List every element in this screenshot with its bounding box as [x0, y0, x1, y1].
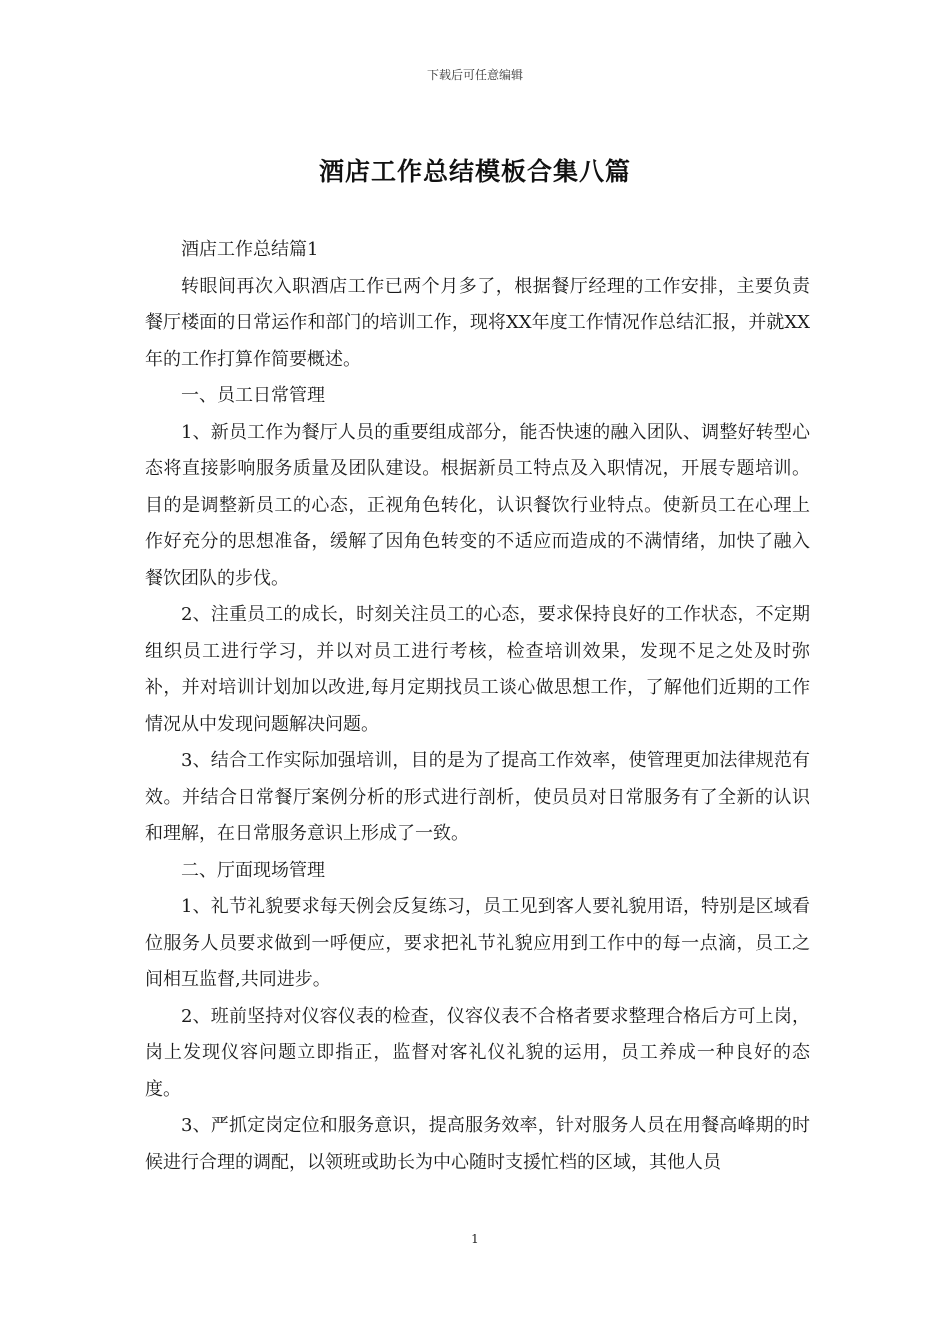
paragraph: 1、新员工作为餐厅人员的重要组成部分，能否快速的融入团队、调整好转型心态将直接影响服务质量及团队建设。根据新员工特点及入职情况，开展专题培训。目的是调整新员工的心态，正视角色转化，认识餐饮行业特点。使新员工在心理上作好充分的思想准备，缓解了因角色转变的不适应而造成的不满情绪，加快了融入餐饮团队的步伐。	[145, 421, 810, 589]
document-body	[145, 232, 810, 1181]
page-number: 1	[471, 1232, 479, 1246]
header-note: 下载后可任意编辑	[426, 68, 523, 82]
paragraph: 3、严抓定岗定位和服务意识，提高服务效率，针对服务人员在用餐高峰期的时候进行合理的调配，以领班或助长为中心随时支援忙档的区域，其他人员	[145, 1115, 810, 1173]
paragraph: 3、结合工作实际加强培训，目的是为了提高工作效率，使管理更加法律规范有效。并结合日常餐厅案例分析的形式进行剖析，使员员对日常服务有了全新的认识和理解，在日常服务意识上形成了一致。	[145, 750, 810, 844]
paragraph: 1、礼节礼貌要求每天例会反复练习，员工见到客人要礼貌用语，特别是区域看位服务人员要求做到一呼便应，要求把礼节礼貌应用到工作中的每一点滴，员工之间相互监督,共同进步。	[145, 896, 810, 990]
paragraph: 2、注重员工的成长，时刻关注员工的心态，要求保持良好的工作状态，不定期组织员工进行学习，并以对员工进行考核，检查培训效果，发现不足之处及时弥补，并对培训计划加以改进,每月定期找员工谈心做思想工作，了解他们近期的工作情况从中发现问题解决问题。	[145, 604, 810, 735]
paragraph: 转眼间再次入职酒店工作已两个月多了，根据餐厅经理的工作安排，主要负责餐厅楼面的日常运作和部门的培训工作，现将XX年度工作情况作总结汇报，并就XX年的工作打算作简要概述。	[145, 275, 810, 370]
paragraph: 2、班前坚持对仪容仪表的检查，仪容仪表不合格者要求整理合格后方可上岗，岗上发现仪容问题立即指正，监督对客礼仪礼貌的运用，员工养成一种良好的态度。	[145, 1005, 810, 1100]
section-heading: 酒店工作总结篇1	[181, 239, 319, 260]
section-heading: 二、厅面现场管理	[181, 859, 325, 881]
document-title: 酒店工作总结模板合集八篇	[318, 157, 631, 186]
section-heading: 一、员工日常管理	[181, 385, 325, 406]
